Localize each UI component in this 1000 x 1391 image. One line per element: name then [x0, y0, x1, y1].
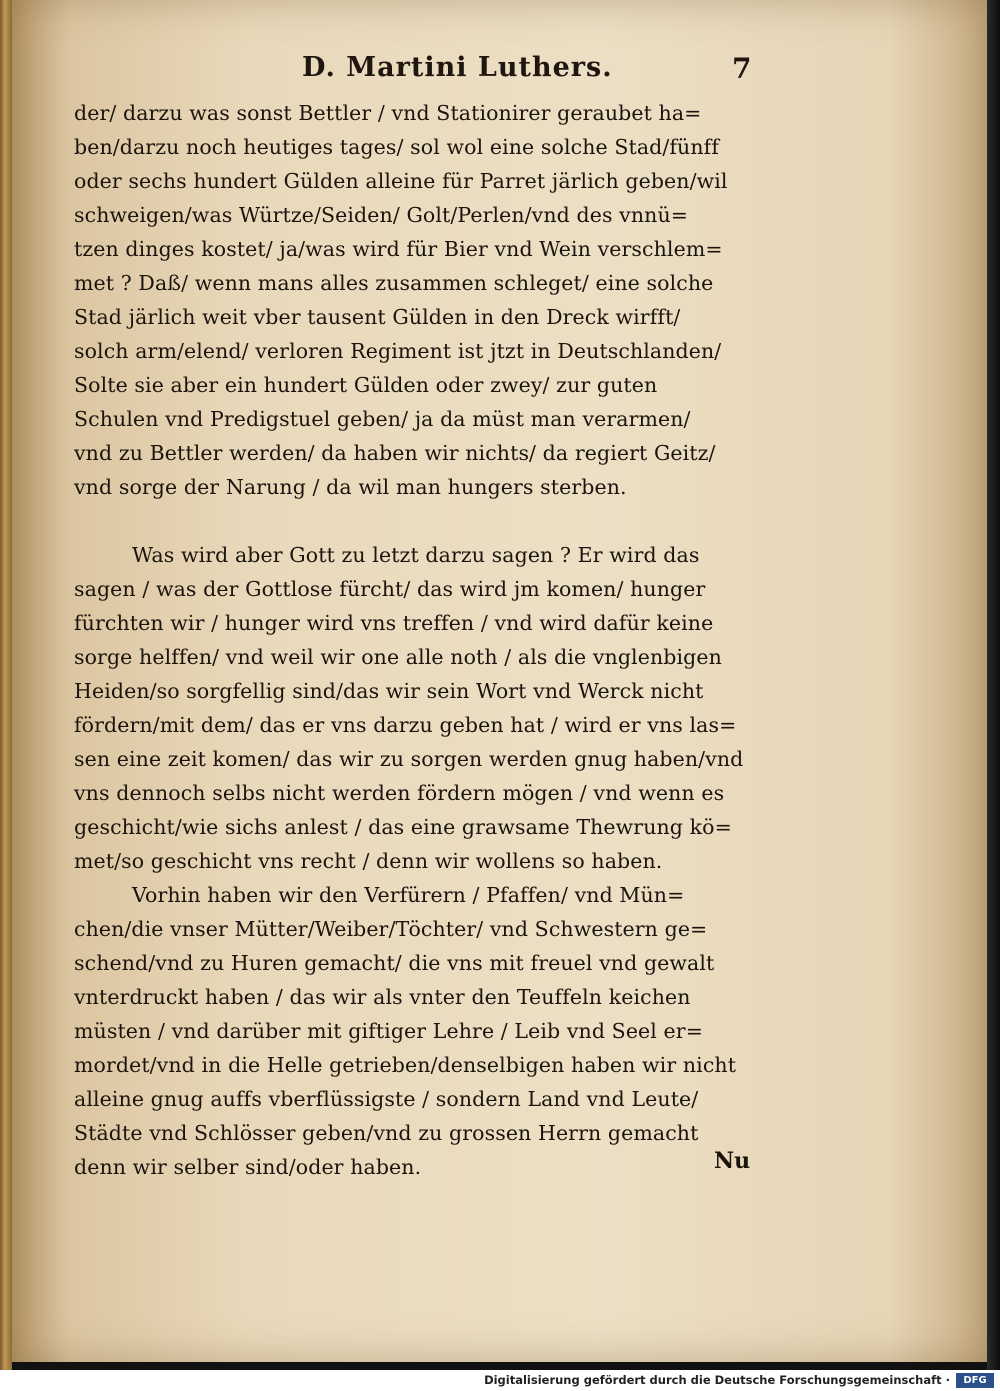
text-line: Städte vnd Schlösser geben/vnd zu grossen Herrn gemacht	[74, 1121, 699, 1145]
funding-credit: Digitalisierung gefördert durch die Deutsche Forschungsgemeinschaft ·	[484, 1373, 950, 1387]
dfg-logo: DFG	[956, 1373, 994, 1388]
text-line: Vorhin haben wir den Verfürern / Pfaffen/ vnd Mün=	[132, 883, 685, 907]
text-line: Solte sie aber ein hundert Gülden oder zwey/ zur guten	[74, 373, 658, 397]
text-line: fürchten wir / hunger wird vns treffen / vnd wird dafür keine	[74, 611, 714, 635]
paragraph	[74, 96, 764, 504]
text-line: Schulen vnd Predigstuel geben/ ja da müst man verarmen/	[74, 407, 691, 431]
page-header	[302, 52, 762, 96]
text-line: vns dennoch selbs nicht werden fördern mögen / vnd wenn es	[74, 781, 725, 805]
text-line: mordet/vnd in die Helle getrieben/denselbigen haben wir nicht	[74, 1053, 737, 1077]
text-line: schweigen/was Würtze/Seiden/ Golt/Perlen/vnd des vnnü=	[74, 203, 689, 227]
paragraph	[74, 878, 764, 1184]
text-line: schend/vnd zu Huren gemacht/ die vns mit freuel vnd gewalt	[74, 951, 715, 975]
footer-bar	[0, 1370, 1000, 1391]
text-line: oder sechs hundert Gülden alleine für Parret järlich geben/wil	[74, 169, 728, 193]
text-line: vnd sorge der Narung / da wil man hungers sterben.	[74, 475, 627, 499]
text-line: chen/die vnser Mütter/Weiber/Töchter/ vnd Schwestern ge=	[74, 917, 708, 941]
text-line: denn wir selber sind/oder haben.	[74, 1155, 422, 1179]
page-number: 7	[732, 52, 752, 85]
text-line: sorge helffen/ vnd weil wir one alle noth / als die vnglenbigen	[74, 645, 722, 669]
scan-border-right	[987, 0, 1000, 1370]
text-line: tzen dinges kostet/ ja/was wird für Bier vnd Wein verschlem=	[74, 237, 723, 261]
text-line: müsten / vnd darüber mit giftiger Lehre / Leib vnd Seel er=	[74, 1019, 703, 1043]
text-line: sen eine zeit komen/ das wir zu sorgen werden gnug haben/vnd	[74, 747, 744, 771]
text-line: vnterdruckt haben / das wir als vnter den Teuffeln keichen	[74, 985, 691, 1009]
text-line: der/ darzu was sonst Bettler / vnd Stationirer geraubet ha=	[74, 101, 702, 125]
text-line: met ? Daß/ wenn mans alles zusammen schleget/ eine solche	[74, 271, 714, 295]
book-page	[12, 0, 987, 1362]
text-line: Heiden/so sorgfellig sind/das wir sein Wort vnd Werck nicht	[74, 679, 704, 703]
paragraph-gap	[74, 504, 764, 538]
body-text	[74, 96, 764, 1184]
text-line: solch arm/elend/ verloren Regiment ist jtzt in Deutschlanden/	[74, 339, 722, 363]
text-line: vnd zu Bettler werden/ da haben wir nichts/ da regiert Geitz/	[74, 441, 716, 465]
text-line: fördern/mit dem/ das er vns darzu geben hat / wird er vns las=	[74, 713, 737, 737]
catchword: Nu	[714, 1148, 751, 1174]
text-line: met/so geschicht vns recht / denn wir wollens so haben.	[74, 849, 663, 873]
running-head: D. Martini Luthers.	[302, 52, 613, 83]
text-line: geschicht/wie sichs anlest / das eine grawsame Thewrung kö=	[74, 815, 732, 839]
text-line: sagen / was der Gottlose fürcht/ das wird jm komen/ hunger	[74, 577, 706, 601]
book-spine-edge	[0, 0, 12, 1370]
text-line: ben/darzu noch heutiges tages/ sol wol eine solche Stad/fünff	[74, 135, 720, 159]
text-line: alleine gnug auffs vberflüssigste / sondern Land vnd Leute/	[74, 1087, 699, 1111]
text-line: Was wird aber Gott zu letzt darzu sagen ? Er wird das	[132, 543, 700, 567]
paragraph	[74, 538, 764, 878]
text-line: Stad järlich weit vber tausent Gülden in den Dreck wirfft/	[74, 305, 681, 329]
